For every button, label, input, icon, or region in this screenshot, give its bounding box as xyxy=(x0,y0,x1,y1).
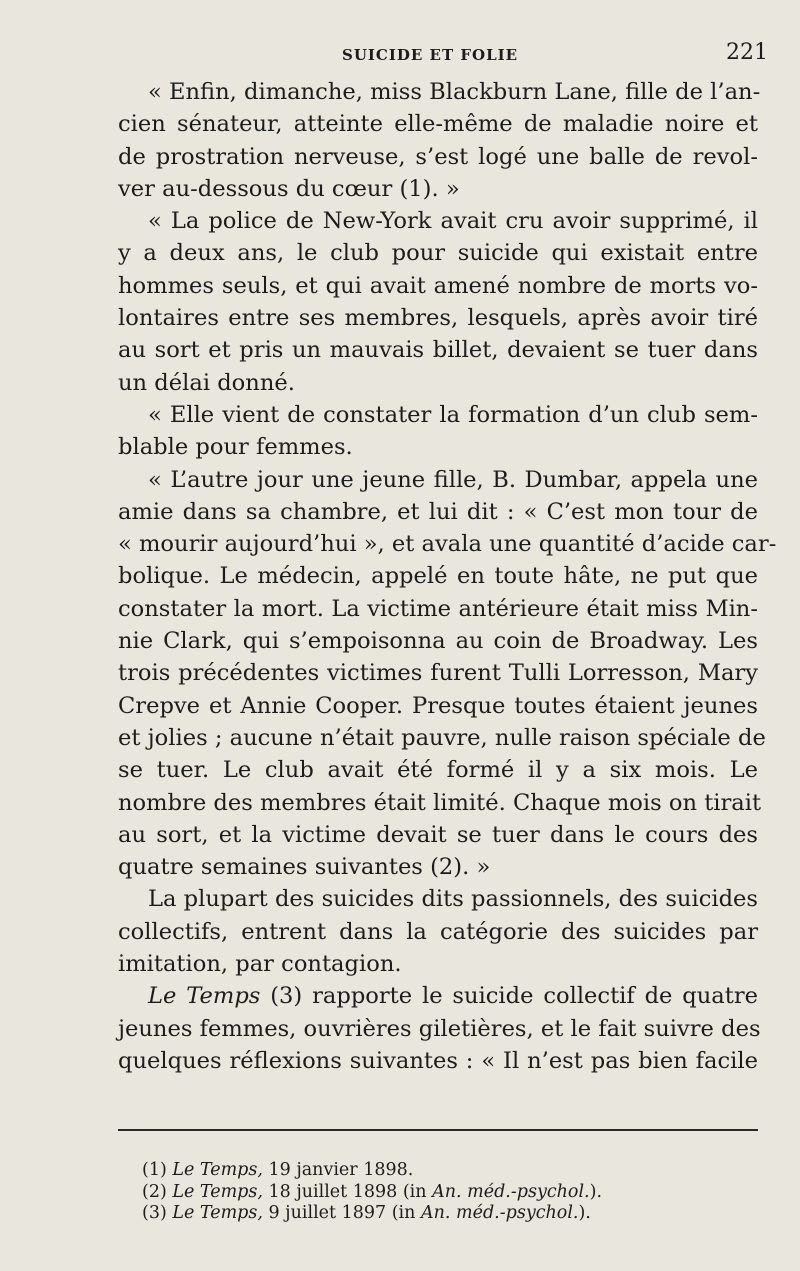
text-line: nie Clark, qui s’empoisonna au coin de Broadway. Les xyxy=(118,628,758,655)
text-line: constater la mort. La victime antérieure était miss Min- xyxy=(118,595,758,622)
text-line: trois précédentes victimes furent Tulli Lorresson, Mary xyxy=(118,660,758,687)
text-line: La plupart des suicides dits passionnels, des suicides xyxy=(148,886,758,913)
body-text xyxy=(118,76,777,1077)
footnote: (1) Le Temps, 19 janvier 1898. xyxy=(142,1160,414,1180)
text-line: quatre semaines suivantes (2). » xyxy=(118,854,491,881)
text-line: « La police de New-York avait cru avoir supprimé, il xyxy=(148,208,758,235)
text-line: « L’autre jour une jeune fille, B. Dumbar, appela une xyxy=(148,466,758,493)
text-line: hommes seuls, et qui avait amené nombre de morts vo- xyxy=(118,272,758,299)
page-number: 221 xyxy=(726,40,768,65)
text-line: se tuer. Le club avait été formé il y a six mois. Le xyxy=(118,757,758,784)
footnotes xyxy=(142,1160,742,1225)
text-line: au sort, et la victime devait se tuer dans le cours des xyxy=(118,821,758,848)
text-line: cien sénateur, atteinte elle-même de maladie noire et xyxy=(118,111,758,138)
text-line: nombre des membres était limité. Chaque mois on tirait xyxy=(118,789,762,816)
page-header xyxy=(0,40,800,74)
running-title: SUICIDE ET FOLIE xyxy=(342,46,519,64)
text-line: quelques réflexions suivantes : « Il n’est pas bien facile xyxy=(118,1047,758,1074)
text-line: « mourir aujourd’hui », et avala une quantité d’acide car- xyxy=(118,531,777,558)
text-line: au sort et pris un mauvais billet, devaient se tuer dans xyxy=(118,337,758,364)
text-line: Le Temps (3) rapporte le suicide collectif de quatre xyxy=(148,983,758,1010)
text-line: de prostration nerveuse, s’est logé une balle de revol- xyxy=(118,143,758,170)
text-line: imitation, par contagion. xyxy=(118,951,402,978)
text-line: ver au-dessous du cœur (1). » xyxy=(118,175,460,202)
footnote: (2) Le Temps, 18 juillet 1898 (in An. méd.-psychol.). xyxy=(142,1181,603,1202)
text-line: amie dans sa chambre, et lui dit : « C’est mon tour de xyxy=(118,498,758,525)
text-line: et jolies ; aucune n’était pauvre, nulle raison spéciale de xyxy=(118,724,766,751)
footnote: (3) Le Temps, 9 juillet 1897 (in An. méd.-psychol.). xyxy=(142,1203,591,1223)
text-line: blable pour femmes. xyxy=(118,434,353,461)
text-line: un délai donné. xyxy=(118,369,295,396)
text-line: collectifs, entrent dans la catégorie des suicides par xyxy=(118,918,758,945)
text-line: y a deux ans, le club pour suicide qui existait entre xyxy=(118,240,758,267)
footnote-rule xyxy=(118,1129,758,1131)
text-line: bolique. Le médecin, appelé en toute hâte, ne put que xyxy=(118,563,758,590)
text-line: Crepve et Annie Cooper. Presque toutes étaient jeunes xyxy=(118,692,758,719)
italic-title: Le Temps xyxy=(148,983,261,1010)
text-line: lontaires entre ses membres, lesquels, après avoir tiré xyxy=(118,305,758,332)
text-line: « Elle vient de constater la formation d’un club sem- xyxy=(148,401,758,428)
text-line: jeunes femmes, ouvrières giletières, et le fait suivre des xyxy=(118,1015,761,1042)
text-line: « Enfin, dimanche, miss Blackburn Lane, fille de l’an- xyxy=(148,79,761,105)
